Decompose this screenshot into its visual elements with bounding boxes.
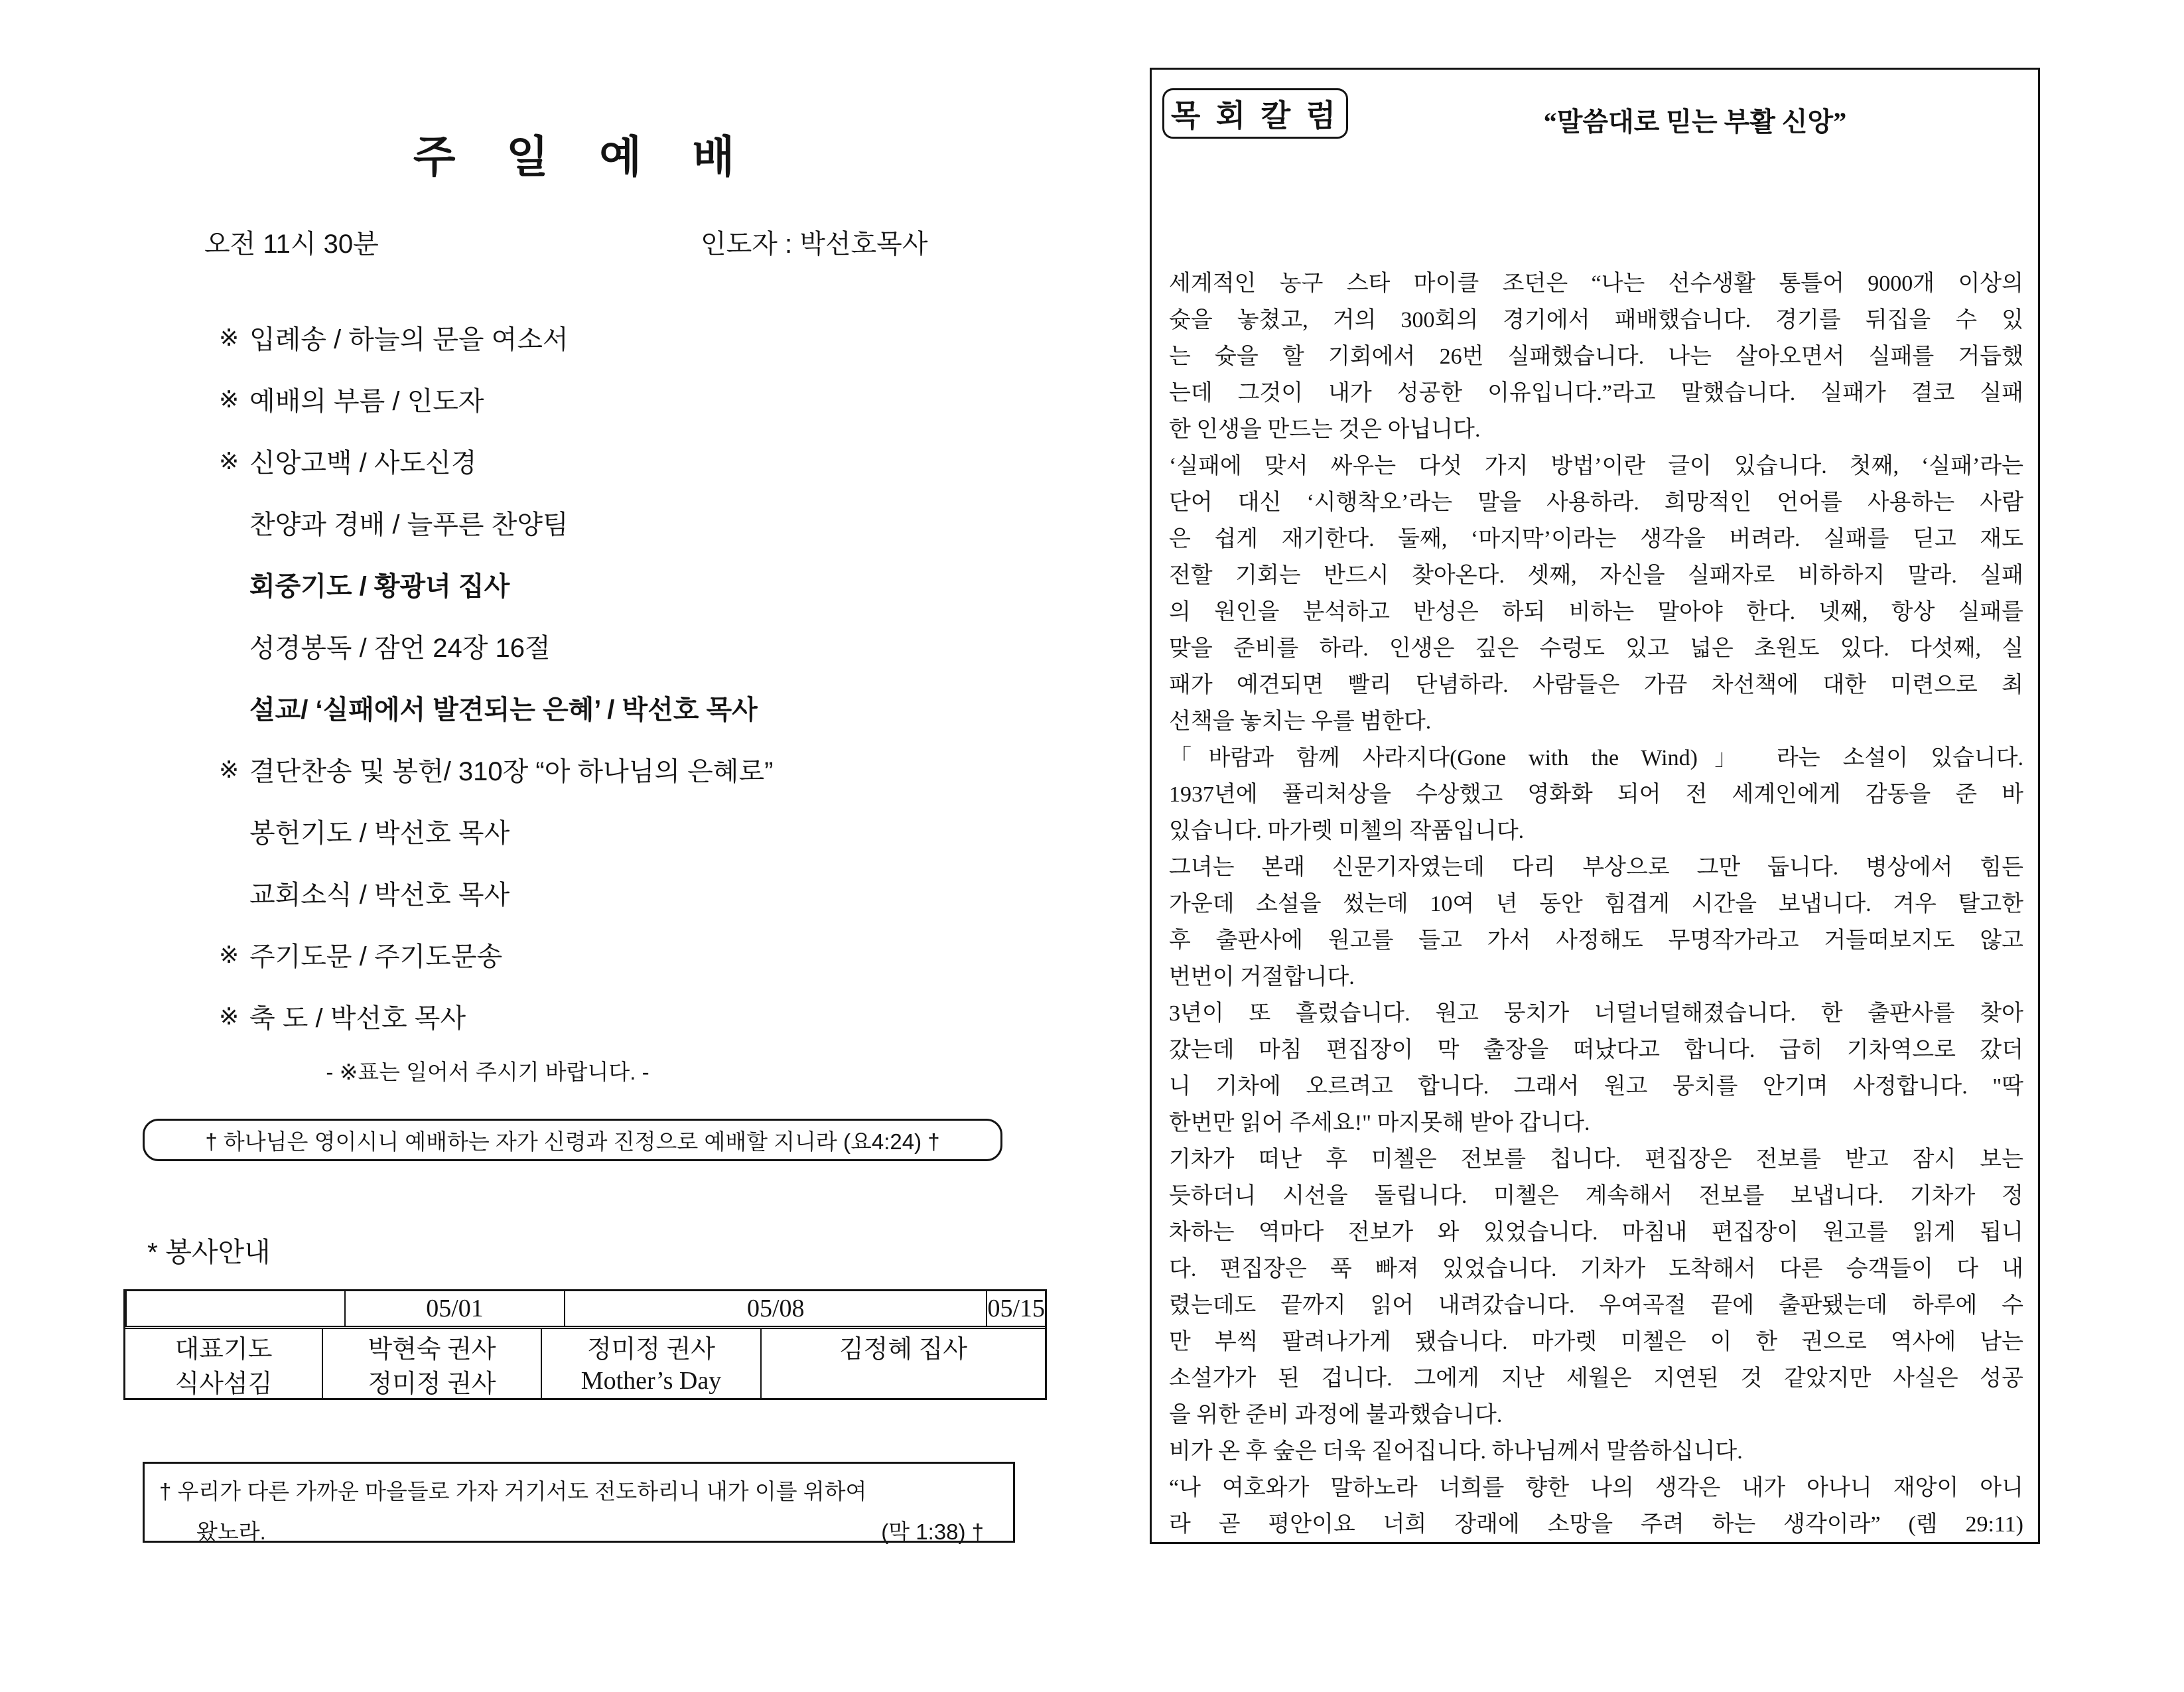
order-item-text: 입례송 / 하늘의 문을 여소서	[249, 325, 569, 354]
body-line: 듯하더니 시선을 돌립니다. 미첼은 계속해서 전보를 보냅니다. 기차가 정	[1169, 1184, 2023, 1208]
body-line: 슛을 놓쳤고, 거의 300회의 경기에서 패배했습니다. 경기를 뒤집을 수 있	[1169, 308, 2023, 332]
order-item-text: 신앙고백 / 사도신경	[249, 449, 477, 478]
table-header-cell: 05/15	[986, 1291, 1045, 1326]
order-item	[219, 677, 1042, 739]
table-body	[125, 1329, 1045, 1398]
body-line: 을 위한 준비 과정에 불과했습니다.	[1169, 1403, 1503, 1427]
body-line: 만 부씩 팔려나가게 됐습니다. 마가렛 미첼은 이 한 권으로 역사에 남는	[1169, 1330, 2023, 1354]
body-line: 갔는데 마침 편집장이 막 출장을 떠났다고 합니다. 급히 기차역으로 갔더	[1169, 1038, 2023, 1062]
body-line: 가운데 소설을 썼는데 10여 년 동안 힘겹게 시간을 보냅니다. 겨우 탈고한	[1169, 892, 2023, 916]
table-cell	[760, 1364, 1045, 1398]
body-line: 1937년에 퓰리처상을 수상했고 영화화 되어 전 세계인에게 감동을 준 바	[1169, 782, 2023, 807]
table-header-row	[125, 1291, 1045, 1329]
order-item	[219, 430, 1042, 492]
stand-marker: ※	[219, 385, 239, 413]
pastoral-column-body	[1169, 265, 2023, 1543]
order-item-text: 설교/ ‘실패에서 발견되는 은혜’ / 박선호 목사	[249, 695, 758, 725]
order-item-text: 주기도문 / 주기도문송	[249, 942, 503, 971]
order-item	[219, 368, 1042, 430]
body-line: 그녀는 본래 신문기자였는데 다리 부상으로 그만 둡니다. 병상에서 힘든	[1169, 855, 2023, 880]
body-line: 세계적인 농구 스타 마이클 조던은 “나는 선수생활 통틀어 9000개 이상의	[1169, 271, 2023, 296]
stand-marker: ※	[219, 940, 239, 968]
worship-order-list	[219, 307, 1042, 1047]
body-line: 기차가 떠난 후 미첼은 전보를 칩니다. 편집장은 전보를 받고 잠시 보는	[1169, 1147, 2023, 1172]
order-item	[219, 862, 1042, 924]
body-line: 의 원인을 분석하고 반성은 하되 비하는 말아야 한다. 넷째, 항상 실패를	[1169, 600, 2023, 624]
body-line: 단어 대신 ‘시행착오’라는 말을 사용하라. 희망적인 언어를 사용하는 사람	[1169, 490, 2023, 515]
body-line: ‘실패에 맞서 싸우는 다섯 가지 방법’이란 글이 있습니다. 첫째, ‘실패’라는	[1169, 454, 2023, 478]
body-line: 전할 기회는 반드시 찾아온다. 셋째, 자신을 실패자로 비하하지 말라. 실패	[1169, 563, 2023, 588]
order-item	[219, 492, 1042, 553]
table-row-label: 대표기도	[174, 1335, 273, 1364]
stand-marker: ※	[219, 755, 239, 783]
order-item-text: 봉헌기도 / 박선호 목사	[249, 819, 510, 848]
body-line: 3년이 또 흘렀습니다. 원고 뭉치가 너덜너덜해졌습니다. 한 출판사를 찾아	[1169, 1001, 2023, 1026]
body-line: 번번이 거절합니다.	[1169, 965, 1355, 989]
verse-bottom-line2: 왔노라.	[196, 1519, 266, 1544]
body-line: 맞을 준비를 하라. 인생은 깊은 수렁도 있고 넓은 초원도 있다. 다섯째, 실	[1169, 636, 2023, 661]
verse-box-bottom	[143, 1462, 1015, 1543]
table-cell: 정미정 권사	[322, 1364, 541, 1398]
table-cell: 박현숙 권사	[322, 1329, 541, 1364]
order-item	[219, 307, 1042, 368]
table-row	[125, 1364, 1045, 1398]
table-cell: 김정혜 집사	[760, 1329, 1045, 1364]
service-time: 오전 11시 30분	[204, 230, 379, 259]
body-line: 한 인생을 만드는 것은 아닙니다.	[1169, 417, 1481, 442]
order-item	[219, 739, 1042, 800]
order-item	[219, 553, 1042, 615]
stand-marker: ※	[219, 447, 239, 474]
order-item-text: 회중기도 / 황광녀 집사	[249, 572, 510, 601]
body-line: 있습니다. 마가렛 미첼의 작품입니다.	[1169, 819, 1525, 843]
stand-note: - ※표는 일어서 주시기 바랍니다. -	[326, 1060, 649, 1084]
body-line: “나 여호와가 말하노라 너희를 향한 나의 생각은 내가 아나니 재앙이 아니	[1169, 1476, 2023, 1500]
service-leader: 인도자 : 박선호목사	[701, 230, 928, 259]
order-item-text: 교회소식 / 박선호 목사	[249, 881, 510, 910]
stand-marker: ※	[219, 1002, 239, 1030]
table-header-cell: 05/08	[564, 1291, 986, 1326]
order-item-text: 결단찬송 및 봉헌/ 310장 “아 하나님의 은혜로”	[249, 757, 774, 786]
table-row	[125, 1329, 1045, 1364]
order-item	[219, 800, 1042, 862]
pastoral-column-title: “말씀대로 믿는 부활 신앙”	[1543, 107, 1847, 137]
order-item-text: 예배의 부름 / 인도자	[249, 387, 484, 416]
body-line: 한번만 읽어 주세요!" 마지못해 받아 갑니다.	[1169, 1111, 1590, 1135]
body-line: 소설가가 된 겁니다. 그에게 지난 세월은 지연된 것 같았지만 사실은 성공	[1169, 1366, 2023, 1391]
order-item	[219, 924, 1042, 985]
body-line: 패가 예견되면 빨리 단념하라. 사람들은 가끔 차선책에 대한 미련으로 최	[1169, 673, 2023, 697]
body-line: 후 출판사에 원고를 들고 가서 사정해도 무명작가라고 거들떠보지도 않고	[1169, 928, 2023, 953]
order-item-text: 찬양과 경배 / 늘푸른 찬양팀	[249, 510, 569, 539]
order-item-text: 성경봉독 / 잠언 24장 16절	[249, 634, 551, 663]
order-item	[219, 985, 1042, 1047]
table-cell: 정미정 권사	[541, 1329, 760, 1364]
body-line: 비가 온 후 숲은 더욱 짙어집니다. 하나님께서 말씀하십니다.	[1169, 1439, 1743, 1464]
verse-bottom-ref: (막 1:38) †	[881, 1519, 984, 1544]
body-line: 다. 편집장은 푹 빠져 있었습니다. 기차가 도착해서 다른 승객들이 다 내	[1169, 1257, 2023, 1281]
verse-bottom-line1: † 우리가 다른 가까운 마을들로 가자 거기서도 전도하리니 내가 이를 위하여	[159, 1479, 867, 1504]
order-item	[219, 615, 1042, 677]
table-header-cell: 05/01	[344, 1291, 564, 1326]
service-table	[123, 1289, 1047, 1400]
body-line: 은 쉽게 재기한다. 둘째, ‘마지막’이라는 생각을 버려라. 실패를 딛고 재도	[1169, 527, 2023, 551]
verse-box-top	[143, 1119, 1002, 1161]
body-line: 「바람과 함께 사라지다(Gone with the Wind)」 라는 소설이 있습니다.	[1169, 746, 2023, 770]
body-line: 라 곧 평안이요 너희 장래에 소망을 주려 하는 생각이라” (렘 29:11)	[1169, 1512, 2023, 1537]
body-line: 차하는 역마다 전보가 와 있었습니다. 마침내 편집장이 원고를 읽게 됩니	[1169, 1220, 2023, 1245]
service-guide-heading: * 봉사안내	[147, 1237, 271, 1267]
body-line: 니 기차에 오르려고 합니다. 그래서 원고 뭉치를 안기며 사정합니다. "딱	[1169, 1074, 2023, 1099]
verse-top-text: † 하나님은 영이시니 예배하는 자가 신령과 진정으로 예배할 지니라 (요4:24) †	[205, 1129, 940, 1154]
body-line: 는 슛을 할 기회에서 26번 실패했습니다. 나는 살아오면서 실패를 거듭했	[1169, 344, 2023, 369]
page-title: 주 일 예 배	[413, 133, 755, 182]
order-item-text: 축 도 / 박선호 목사	[249, 1004, 466, 1033]
table-header-cell	[125, 1291, 344, 1326]
stand-marker: ※	[219, 323, 239, 351]
body-line: 는데 그것이 내가 성공한 이유입니다.”라고 말했습니다. 실패가 결코 실패	[1169, 381, 2023, 405]
body-line: 렸는데도 끝까지 읽어 내려갔습니다. 우여곡절 끝에 출판됐는데 하루에 수	[1169, 1293, 2023, 1318]
table-cell: Mother’s Day	[541, 1364, 760, 1398]
pastoral-column-badge: 목 회 칼 럼	[1162, 88, 1348, 139]
table-row-label: 식사섬김	[174, 1370, 273, 1398]
body-line: 선책을 놓치는 우를 범한다.	[1169, 709, 1432, 734]
